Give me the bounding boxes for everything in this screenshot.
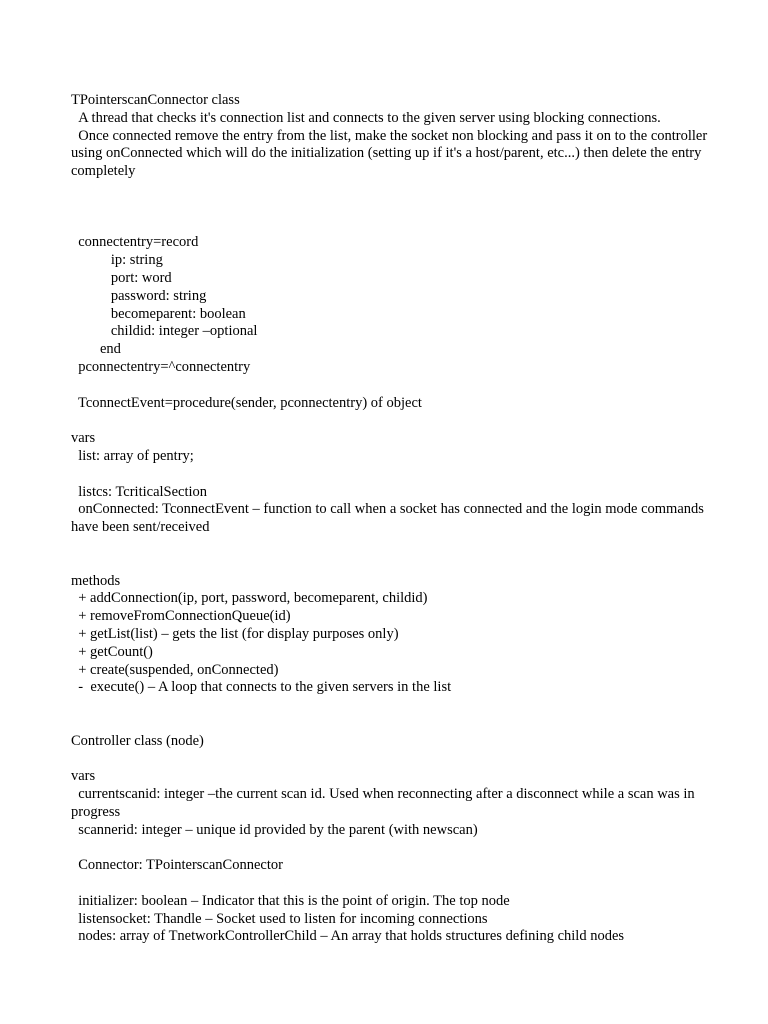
record-line: pconnectentry=^connectentry [71,358,251,375]
spacer [71,377,711,395]
listcs-var: listcs: TcriticalSection [71,483,208,500]
spacer [71,697,711,733]
spacer [71,466,711,484]
record-line: connectentry=record [71,234,199,251]
connector-class-title: TPointerscanConnector class [71,92,240,108]
record-line: becomeparent: boolean [71,305,246,322]
method-item: + getCount() [71,643,153,660]
record-line: port: word [71,269,172,286]
nodes-var: nodes: array of TnetworkControllerChild – An array that holds structures defining child nodes [71,928,625,945]
controller-class-title: Controller class (node) [71,732,204,749]
connectentry-record-block [71,234,711,376]
listensocket-var: listensocket: Thandle – Socket used to listen for incoming connections [71,910,488,927]
spacer [71,875,711,893]
method-item: + removeFromConnectionQueue(id) [71,608,291,625]
record-line: ip: string [71,252,163,269]
record-line: end [71,341,121,358]
connector-var: Connector: TPointerscanConnector [71,857,283,874]
spacer [71,750,711,768]
spacer [71,839,711,857]
record-line: childid: integer –optional [71,323,258,340]
connector-vars-heading: vars [71,430,96,447]
onconnected-var: onConnected: TconnectEvent – function to call when a socket has connected and the login mode commands have been sent/received [71,501,708,536]
method-item: + getList(list) – gets the list (for display purposes only) [71,625,399,642]
scannerid-var: scannerid: integer – unique id provided by the parent (with newscan) [71,821,478,838]
spacer [71,181,711,234]
spacer [71,537,711,573]
document-page [71,92,711,946]
method-item: + create(suspended, onConnected) [71,661,279,678]
initializer-var: initializer: boolean – Indicator that this is the point of origin. The top node [71,892,510,909]
record-line: password: string [71,287,207,304]
connector-description: A thread that checks it's connection list and connects to the given server using blocking connections. Once connected remove the entry from the list, make the socket non blocking and pass it on to the controller using onConnected which will do the initialization (setting up if it's a host/parent, etc...) then delete the entry completely [71,109,708,180]
method-item: - execute() – A loop that connects to the given servers in the list [71,679,452,696]
connect-event-type: TconnectEvent=procedure(sender, pconnectentry) of object [71,394,422,411]
method-item: + addConnection(ip, port, password, becomeparent, childid) [71,590,428,607]
methods-list [71,590,711,697]
currentscanid-var: currentscanid: integer –the current scan id. Used when reconnecting after a disconnect while a scan was in progress [71,786,699,820]
spacer [71,412,711,430]
controller-vars-heading: vars [71,768,96,785]
list-var: list: array of pentry; [71,447,194,464]
methods-heading: methods [71,572,121,589]
